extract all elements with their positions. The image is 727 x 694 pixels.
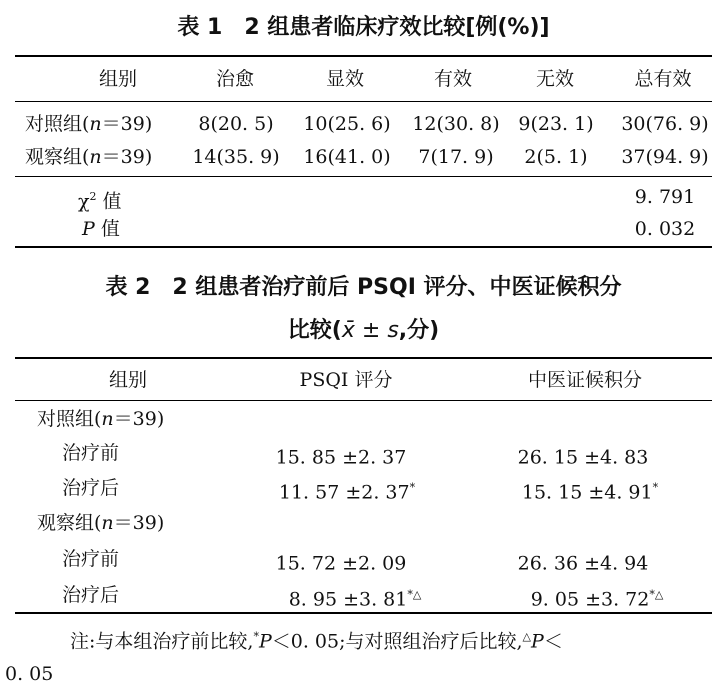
table2-footnote: 注:与本组治疗前比较,*P＜0. 05;与对照组治疗后比较,△P＜ xyxy=(70,630,563,653)
table1-cell: 2(5. 1) xyxy=(524,146,588,168)
table1-cell: 37(94. 9) xyxy=(621,146,709,168)
table2-tcm-value: 26. 15 ±4. 83 xyxy=(517,446,649,469)
table2-header-psqi: PSQI 评分 xyxy=(299,369,393,391)
table2-row-label: 治疗后 xyxy=(62,477,120,499)
table2-group-label-control: 对照组(n＝39) xyxy=(37,408,165,430)
table1-header-marked: 显效 xyxy=(325,68,365,90)
table1-cell: 30(76. 9) xyxy=(621,113,709,135)
table2-tcm-value: 9. 05 ±3. 72*△ xyxy=(530,588,664,611)
table1-cell: 9(23. 1) xyxy=(518,113,594,135)
table1-bottom-rule xyxy=(15,246,712,248)
table2-psqi-value: 15. 85 ±2. 37 xyxy=(275,446,407,469)
table2-bottom-rule xyxy=(15,612,712,614)
table1-cell: 10(25. 6) xyxy=(303,113,391,135)
table2-footnote-continuation: 0. 05 xyxy=(5,663,54,685)
table1-cell: 7(17. 9) xyxy=(418,146,494,168)
table1-group-label: 观察组(n＝39) xyxy=(25,146,153,168)
table1-group-label: 对照组(n＝39) xyxy=(25,113,153,135)
table2-header-rule xyxy=(15,400,712,401)
table1-cell: 8(20. 5) xyxy=(198,113,274,135)
table2-header-tcm: 中医证候积分 xyxy=(527,369,643,391)
table2-tcm-value: 26. 36 ±4. 94 xyxy=(517,552,649,575)
table2-row-label: 治疗前 xyxy=(62,548,120,570)
table2-title-line2: 比较(x̄ ± s,分) xyxy=(287,318,440,343)
table2-tcm-value: 15. 15 ±4. 91* xyxy=(521,481,659,504)
table1-header-rule xyxy=(15,101,712,102)
table2-header-group: 组别 xyxy=(108,369,148,391)
table2-psqi-value: 11. 57 ±2. 37* xyxy=(278,481,416,504)
table1-chi-value: 9. 791 xyxy=(634,186,696,208)
table1-header-effective: 有效 xyxy=(433,68,473,90)
table1-header-ineffective: 无效 xyxy=(535,68,575,90)
table1-cell: 14(35. 9) xyxy=(192,146,280,168)
table1-chi-label: $\chi^2$ 值 xyxy=(78,190,122,213)
table2-psqi-value: 8. 95 ±3. 81*△ xyxy=(288,588,422,611)
table2-top-rule xyxy=(15,357,712,359)
table1-stats-rule xyxy=(15,176,712,177)
table2-psqi-value: 15. 72 ±2. 09 xyxy=(275,552,407,575)
table1-top-rule xyxy=(15,55,712,57)
table1-p-label: P 值 xyxy=(82,218,120,240)
table1-p-value: 0. 032 xyxy=(634,218,696,240)
table2-group-label-observation: 观察组(n＝39) xyxy=(37,512,165,534)
table1-cell: 16(41. 0) xyxy=(303,146,391,168)
table1-header-total: 总有效 xyxy=(634,68,692,90)
table2-row-label: 治疗后 xyxy=(62,584,120,606)
table1-header-cured: 治愈 xyxy=(215,68,255,90)
table2-title-line1: 表 2 2 组患者治疗前后 PSQI 评分、中医证候积分 xyxy=(105,275,622,300)
table1-cell: 12(30. 8) xyxy=(412,113,500,135)
table1-header-group: 组别 xyxy=(98,68,138,90)
table2-row-label: 治疗前 xyxy=(62,442,120,464)
table1-title: 表 1 2 组患者临床疗效比较[例(%)] xyxy=(177,15,550,40)
